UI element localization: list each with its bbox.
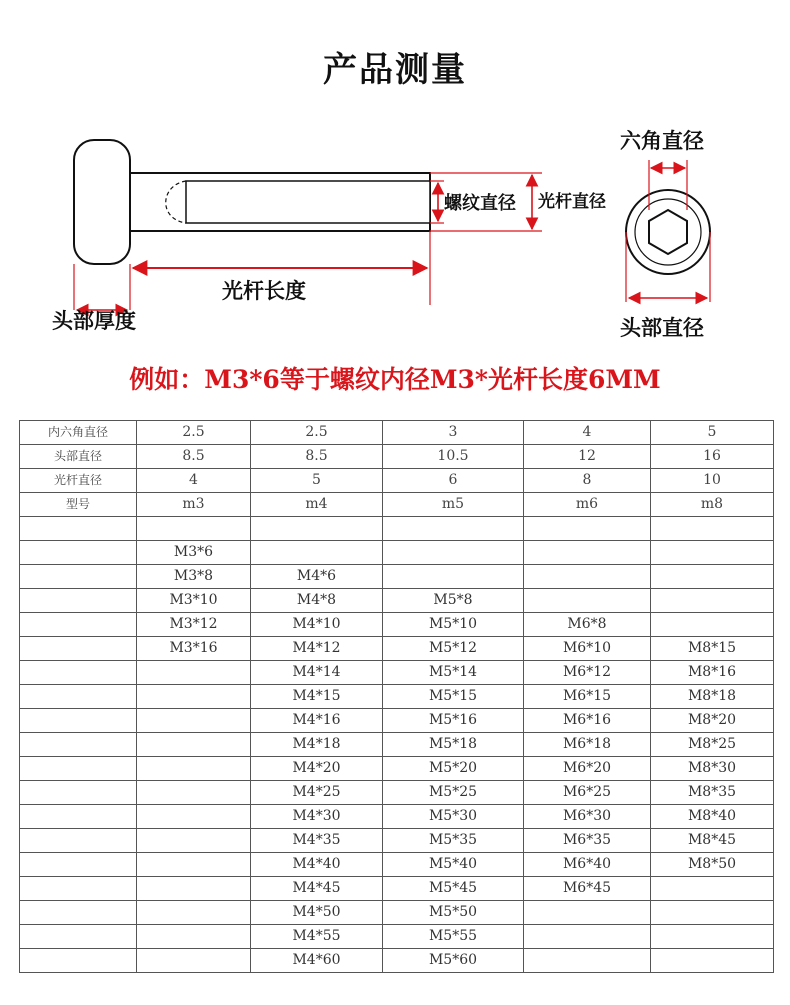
model-cell — [137, 853, 251, 877]
model-cell: M4*20 — [251, 757, 383, 781]
model-cell — [524, 949, 651, 973]
spec-cell: 10 — [651, 469, 774, 493]
model-row — [20, 517, 774, 541]
model-cell — [651, 925, 774, 949]
model-cell: M8*25 — [651, 733, 774, 757]
model-cell: M5*35 — [383, 829, 524, 853]
model-cell — [137, 805, 251, 829]
model-cell — [383, 541, 524, 565]
bolt-head-shape — [74, 140, 130, 264]
model-cell: M5*45 — [383, 877, 524, 901]
model-cell: M6*40 — [524, 853, 651, 877]
model-cell: M5*12 — [383, 637, 524, 661]
model-cell — [651, 877, 774, 901]
model-row — [20, 637, 774, 661]
model-cell — [651, 565, 774, 589]
model-row — [20, 613, 774, 637]
spec-cell: 4 — [137, 469, 251, 493]
model-cell — [524, 589, 651, 613]
model-row — [20, 757, 774, 781]
model-cell — [137, 733, 251, 757]
model-cell: M3*12 — [137, 613, 251, 637]
model-cell — [524, 901, 651, 925]
spec-cell: 4 — [524, 421, 651, 445]
model-row-label-cell — [20, 853, 137, 877]
model-row-label-cell — [20, 901, 137, 925]
spec-cell: m5 — [383, 493, 524, 517]
model-cell — [137, 685, 251, 709]
spec-cell: 5 — [251, 469, 383, 493]
model-cell — [651, 589, 774, 613]
model-row — [20, 685, 774, 709]
model-cell — [524, 925, 651, 949]
model-cell: M5*50 — [383, 901, 524, 925]
model-cell — [524, 541, 651, 565]
spec-cell: 2.5 — [251, 421, 383, 445]
model-cell: M5*10 — [383, 613, 524, 637]
model-cell — [137, 925, 251, 949]
model-cell: M5*18 — [383, 733, 524, 757]
model-row — [20, 877, 774, 901]
model-cell: M6*30 — [524, 805, 651, 829]
model-cell: M4*50 — [251, 901, 383, 925]
model-cell: M4*6 — [251, 565, 383, 589]
spec-row-label: 内六角直径 — [20, 421, 137, 445]
model-cell: M6*18 — [524, 733, 651, 757]
model-row-label-cell — [20, 925, 137, 949]
model-cell: M5*20 — [383, 757, 524, 781]
model-row-label-cell — [20, 877, 137, 901]
spec-header-row — [20, 493, 774, 517]
spec-row-label: 光杆直径 — [20, 469, 137, 493]
spec-cell: 8.5 — [251, 445, 383, 469]
model-row-label-cell — [20, 613, 137, 637]
model-row — [20, 829, 774, 853]
model-cell: M4*8 — [251, 589, 383, 613]
model-cell: M4*60 — [251, 949, 383, 973]
model-cell — [651, 613, 774, 637]
model-row — [20, 541, 774, 565]
model-cell: M6*16 — [524, 709, 651, 733]
model-cell: M4*45 — [251, 877, 383, 901]
model-cell: M4*30 — [251, 805, 383, 829]
spec-cell: 12 — [524, 445, 651, 469]
spec-header-row — [20, 445, 774, 469]
model-cell — [137, 781, 251, 805]
bolt-diagram — [0, 110, 790, 360]
page-title: 产品测量 — [323, 50, 467, 90]
model-cell — [137, 517, 251, 541]
model-cell: M4*16 — [251, 709, 383, 733]
model-row-label-cell — [20, 805, 137, 829]
model-row-label-cell — [20, 757, 137, 781]
model-row-label-cell — [20, 565, 137, 589]
model-cell — [651, 517, 774, 541]
model-cell: M6*20 — [524, 757, 651, 781]
model-row-label-cell — [20, 637, 137, 661]
model-cell: M3*6 — [137, 541, 251, 565]
spec-cell: 3 — [383, 421, 524, 445]
model-cell: M4*12 — [251, 637, 383, 661]
model-cell: M5*60 — [383, 949, 524, 973]
model-cell: M4*18 — [251, 733, 383, 757]
model-cell: M5*14 — [383, 661, 524, 685]
model-cell — [137, 661, 251, 685]
hex-socket-shape — [649, 210, 687, 254]
model-row — [20, 901, 774, 925]
model-cell: M6*25 — [524, 781, 651, 805]
spec-table — [19, 420, 774, 973]
model-row — [20, 925, 774, 949]
model-row — [20, 589, 774, 613]
model-row-label-cell — [20, 709, 137, 733]
model-cell: M8*20 — [651, 709, 774, 733]
label-head-thickness: 头部厚度 — [52, 309, 136, 333]
spec-cell: 10.5 — [383, 445, 524, 469]
model-cell: M4*14 — [251, 661, 383, 685]
label-shank-diameter: 光杆直径 — [538, 192, 606, 212]
model-cell: M6*12 — [524, 661, 651, 685]
model-cell: M4*55 — [251, 925, 383, 949]
model-cell: M5*30 — [383, 805, 524, 829]
model-cell: M8*30 — [651, 757, 774, 781]
spec-cell: 8.5 — [137, 445, 251, 469]
model-cell — [651, 541, 774, 565]
model-cell: M4*40 — [251, 853, 383, 877]
model-cell: M8*50 — [651, 853, 774, 877]
model-cell: M5*8 — [383, 589, 524, 613]
model-cell: M6*8 — [524, 613, 651, 637]
model-row — [20, 661, 774, 685]
model-cell — [137, 949, 251, 973]
spec-cell: 8 — [524, 469, 651, 493]
model-cell — [651, 901, 774, 925]
model-cell: M8*16 — [651, 661, 774, 685]
model-cell: M5*25 — [383, 781, 524, 805]
model-row — [20, 781, 774, 805]
spec-cell: m8 — [651, 493, 774, 517]
model-row-label-cell — [20, 541, 137, 565]
model-cell: M6*35 — [524, 829, 651, 853]
model-cell: M6*10 — [524, 637, 651, 661]
model-cell: M6*15 — [524, 685, 651, 709]
model-cell: M3*10 — [137, 589, 251, 613]
example-note: 例如：M3*6等于螺纹内径M3*光杆长度6MM — [129, 365, 661, 394]
model-cell: M4*10 — [251, 613, 383, 637]
model-row — [20, 949, 774, 973]
bolt-thread-shape — [186, 181, 430, 223]
model-cell: M4*15 — [251, 685, 383, 709]
model-cell: M8*18 — [651, 685, 774, 709]
model-row — [20, 709, 774, 733]
model-cell: M6*45 — [524, 877, 651, 901]
model-cell — [651, 949, 774, 973]
model-row — [20, 805, 774, 829]
model-cell — [137, 901, 251, 925]
model-row-label-cell — [20, 589, 137, 613]
model-cell — [251, 541, 383, 565]
model-cell: M8*40 — [651, 805, 774, 829]
model-cell: M4*35 — [251, 829, 383, 853]
model-row-label-cell — [20, 661, 137, 685]
spec-cell: m4 — [251, 493, 383, 517]
model-row — [20, 853, 774, 877]
spec-header-row — [20, 469, 774, 493]
spec-row-label: 型号 — [20, 493, 137, 517]
model-cell: M5*40 — [383, 853, 524, 877]
spec-cell: m6 — [524, 493, 651, 517]
model-cell: M4*25 — [251, 781, 383, 805]
model-cell — [137, 829, 251, 853]
model-cell — [383, 565, 524, 589]
model-cell: M5*15 — [383, 685, 524, 709]
label-head-diameter: 头部直径 — [620, 316, 704, 340]
label-hex-diameter: 六角直径 — [620, 129, 704, 153]
model-cell — [137, 757, 251, 781]
label-thread-diameter: 螺纹直径 — [444, 193, 516, 214]
model-row-label-cell — [20, 949, 137, 973]
spec-cell: 6 — [383, 469, 524, 493]
model-cell — [137, 709, 251, 733]
model-row-label-cell — [20, 517, 137, 541]
spec-cell: 2.5 — [137, 421, 251, 445]
model-cell: M5*55 — [383, 925, 524, 949]
model-cell: M8*35 — [651, 781, 774, 805]
model-cell — [251, 517, 383, 541]
spec-cell: 5 — [651, 421, 774, 445]
model-cell: M3*16 — [137, 637, 251, 661]
spec-table-body — [20, 421, 774, 973]
model-cell — [524, 565, 651, 589]
model-row-label-cell — [20, 685, 137, 709]
label-shank-length: 光杆长度 — [222, 279, 306, 303]
model-cell: M8*15 — [651, 637, 774, 661]
model-row-label-cell — [20, 733, 137, 757]
model-cell: M3*8 — [137, 565, 251, 589]
spec-cell: m3 — [137, 493, 251, 517]
model-cell: M8*45 — [651, 829, 774, 853]
model-row-label-cell — [20, 781, 137, 805]
model-cell — [524, 517, 651, 541]
spec-cell: 16 — [651, 445, 774, 469]
model-cell: M5*16 — [383, 709, 524, 733]
model-cell — [383, 517, 524, 541]
spec-header-row — [20, 421, 774, 445]
model-cell — [137, 877, 251, 901]
model-row — [20, 733, 774, 757]
model-row — [20, 565, 774, 589]
model-row-label-cell — [20, 829, 137, 853]
spec-row-label: 头部直径 — [20, 445, 137, 469]
